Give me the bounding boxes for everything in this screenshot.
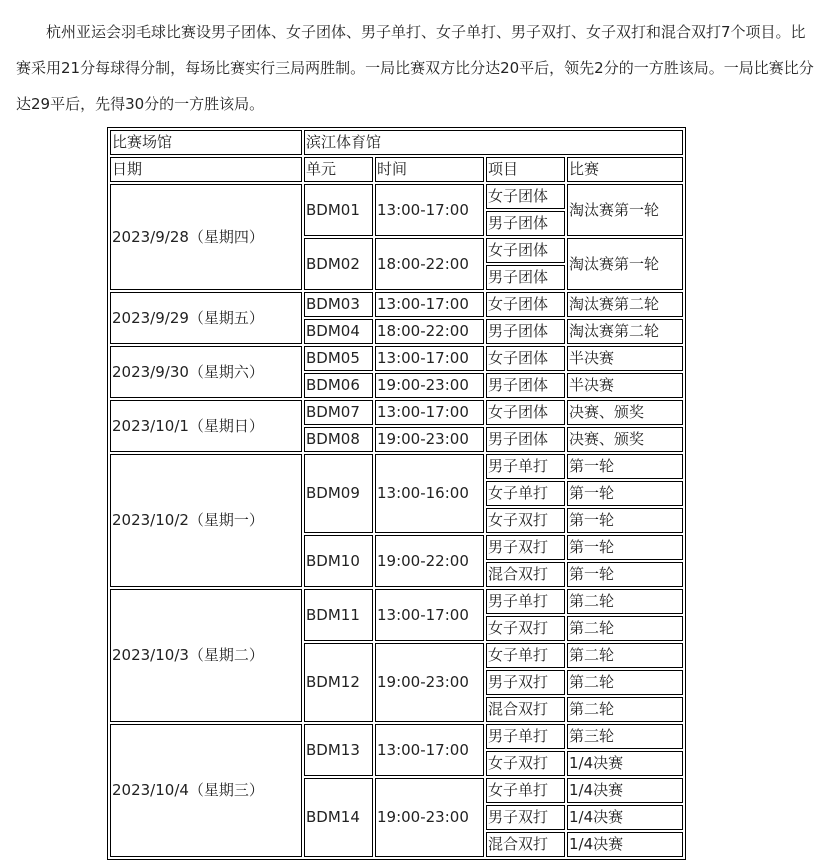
unit-cell: BDM08 — [304, 427, 373, 452]
event-cell: 混合双打 — [486, 697, 565, 722]
event-cell: 女子双打 — [486, 508, 565, 533]
round-cell: 决赛、颁奖 — [567, 400, 683, 425]
date-cell: 2023/9/28（星期四） — [110, 184, 302, 290]
event-cell: 女子团体 — [486, 292, 565, 317]
round-cell: 第一轮 — [567, 508, 683, 533]
event-cell: 混合双打 — [486, 832, 565, 857]
unit-cell: BDM09 — [304, 454, 373, 533]
round-cell: 第二轮 — [567, 616, 683, 641]
event-cell: 男子团体 — [486, 211, 565, 236]
unit-cell: BDM05 — [304, 346, 373, 371]
event-cell: 男子团体 — [486, 427, 565, 452]
round-cell: 第三轮 — [567, 724, 683, 749]
round-cell: 第二轮 — [567, 670, 683, 695]
event-cell: 女子单打 — [486, 481, 565, 506]
date-cell: 2023/9/29（星期五） — [110, 292, 302, 344]
event-cell: 男子双打 — [486, 670, 565, 695]
round-cell: 淘汰赛第一轮 — [567, 184, 683, 236]
event-cell: 男子双打 — [486, 535, 565, 560]
time-cell: 13:00-17:00 — [375, 724, 484, 776]
unit-cell: BDM04 — [304, 319, 373, 344]
round-cell: 第一轮 — [567, 454, 683, 479]
venue-value: 滨江体育馆 — [304, 130, 683, 155]
event-cell: 女子团体 — [486, 238, 565, 263]
table-row — [110, 292, 683, 317]
time-cell: 13:00-17:00 — [375, 184, 484, 236]
round-cell: 第一轮 — [567, 481, 683, 506]
unit-cell: BDM07 — [304, 400, 373, 425]
venue-label: 比赛场馆 — [110, 130, 302, 155]
unit-cell: BDM14 — [304, 778, 373, 857]
round-cell: 1/4决赛 — [567, 805, 683, 830]
event-cell: 男子单打 — [486, 454, 565, 479]
event-cell: 女子团体 — [486, 346, 565, 371]
date-cell: 2023/10/1（星期日） — [110, 400, 302, 452]
unit-cell: BDM02 — [304, 238, 373, 290]
time-cell: 19:00-23:00 — [375, 643, 484, 722]
round-cell: 第二轮 — [567, 589, 683, 614]
round-cell: 第二轮 — [567, 643, 683, 668]
event-cell: 女子单打 — [486, 643, 565, 668]
unit-cell: BDM01 — [304, 184, 373, 236]
table-row — [110, 184, 683, 209]
time-cell: 13:00-17:00 — [375, 589, 484, 641]
event-cell: 女子单打 — [486, 778, 565, 803]
time-cell: 13:00-17:00 — [375, 400, 484, 425]
event-cell: 女子团体 — [486, 184, 565, 209]
header-date: 日期 — [110, 157, 302, 182]
time-cell: 19:00-22:00 — [375, 535, 484, 587]
round-cell: 1/4决赛 — [567, 751, 683, 776]
table-row — [110, 346, 683, 371]
event-cell: 女子双打 — [486, 751, 565, 776]
round-cell: 淘汰赛第二轮 — [567, 292, 683, 317]
unit-cell: BDM12 — [304, 643, 373, 722]
round-cell: 第一轮 — [567, 535, 683, 560]
time-cell: 18:00-22:00 — [375, 238, 484, 290]
table-row — [110, 400, 683, 425]
round-cell: 1/4决赛 — [567, 778, 683, 803]
date-cell: 2023/10/4（星期三） — [110, 724, 302, 857]
date-cell: 2023/10/2（星期一） — [110, 454, 302, 587]
header-round: 比赛 — [567, 157, 683, 182]
time-cell: 13:00-17:00 — [375, 292, 484, 317]
event-cell: 男子双打 — [486, 805, 565, 830]
venue-row — [110, 130, 683, 155]
header-time: 时间 — [375, 157, 484, 182]
date-cell: 2023/9/30（星期六） — [110, 346, 302, 398]
intro-paragraph: 杭州亚运会羽毛球比赛设男子团体、女子团体、男子单打、女子单打、男子双打、女子双打和混合双打7个项目。比赛采用21分每球得分制，每场比赛实行三局两胜制。一局比赛双方比分达20平后，领先2分的一方胜该局。一局比赛比分达29平后，先得30分的一方胜该局。 — [16, 23, 814, 113]
event-cell: 男子团体 — [486, 319, 565, 344]
round-cell: 第一轮 — [567, 562, 683, 587]
time-cell: 19:00-23:00 — [375, 427, 484, 452]
time-cell: 18:00-22:00 — [375, 319, 484, 344]
round-cell: 第二轮 — [567, 697, 683, 722]
schedule-table — [107, 127, 686, 860]
event-cell: 男子团体 — [486, 265, 565, 290]
round-cell: 决赛、颁奖 — [567, 427, 683, 452]
unit-cell: BDM11 — [304, 589, 373, 641]
table-row — [110, 454, 683, 479]
table-row — [110, 724, 683, 749]
header-event: 项目 — [486, 157, 565, 182]
round-cell: 半决赛 — [567, 346, 683, 371]
round-cell: 淘汰赛第二轮 — [567, 319, 683, 344]
unit-cell: BDM06 — [304, 373, 373, 398]
event-cell: 男子团体 — [486, 373, 565, 398]
event-cell: 男子单打 — [486, 589, 565, 614]
round-cell: 半决赛 — [567, 373, 683, 398]
time-cell: 19:00-23:00 — [375, 778, 484, 857]
event-cell: 男子单打 — [486, 724, 565, 749]
round-cell: 1/4决赛 — [567, 832, 683, 857]
header-unit: 单元 — [304, 157, 373, 182]
header-row — [110, 157, 683, 182]
unit-cell: BDM03 — [304, 292, 373, 317]
event-cell: 女子团体 — [486, 400, 565, 425]
event-cell: 女子双打 — [486, 616, 565, 641]
time-cell: 13:00-17:00 — [375, 346, 484, 371]
unit-cell: BDM13 — [304, 724, 373, 776]
event-cell: 混合双打 — [486, 562, 565, 587]
time-cell: 13:00-16:00 — [375, 454, 484, 533]
date-cell: 2023/10/3（星期二） — [110, 589, 302, 722]
time-cell: 19:00-23:00 — [375, 373, 484, 398]
round-cell: 淘汰赛第一轮 — [567, 238, 683, 290]
unit-cell: BDM10 — [304, 535, 373, 587]
table-row — [110, 589, 683, 614]
